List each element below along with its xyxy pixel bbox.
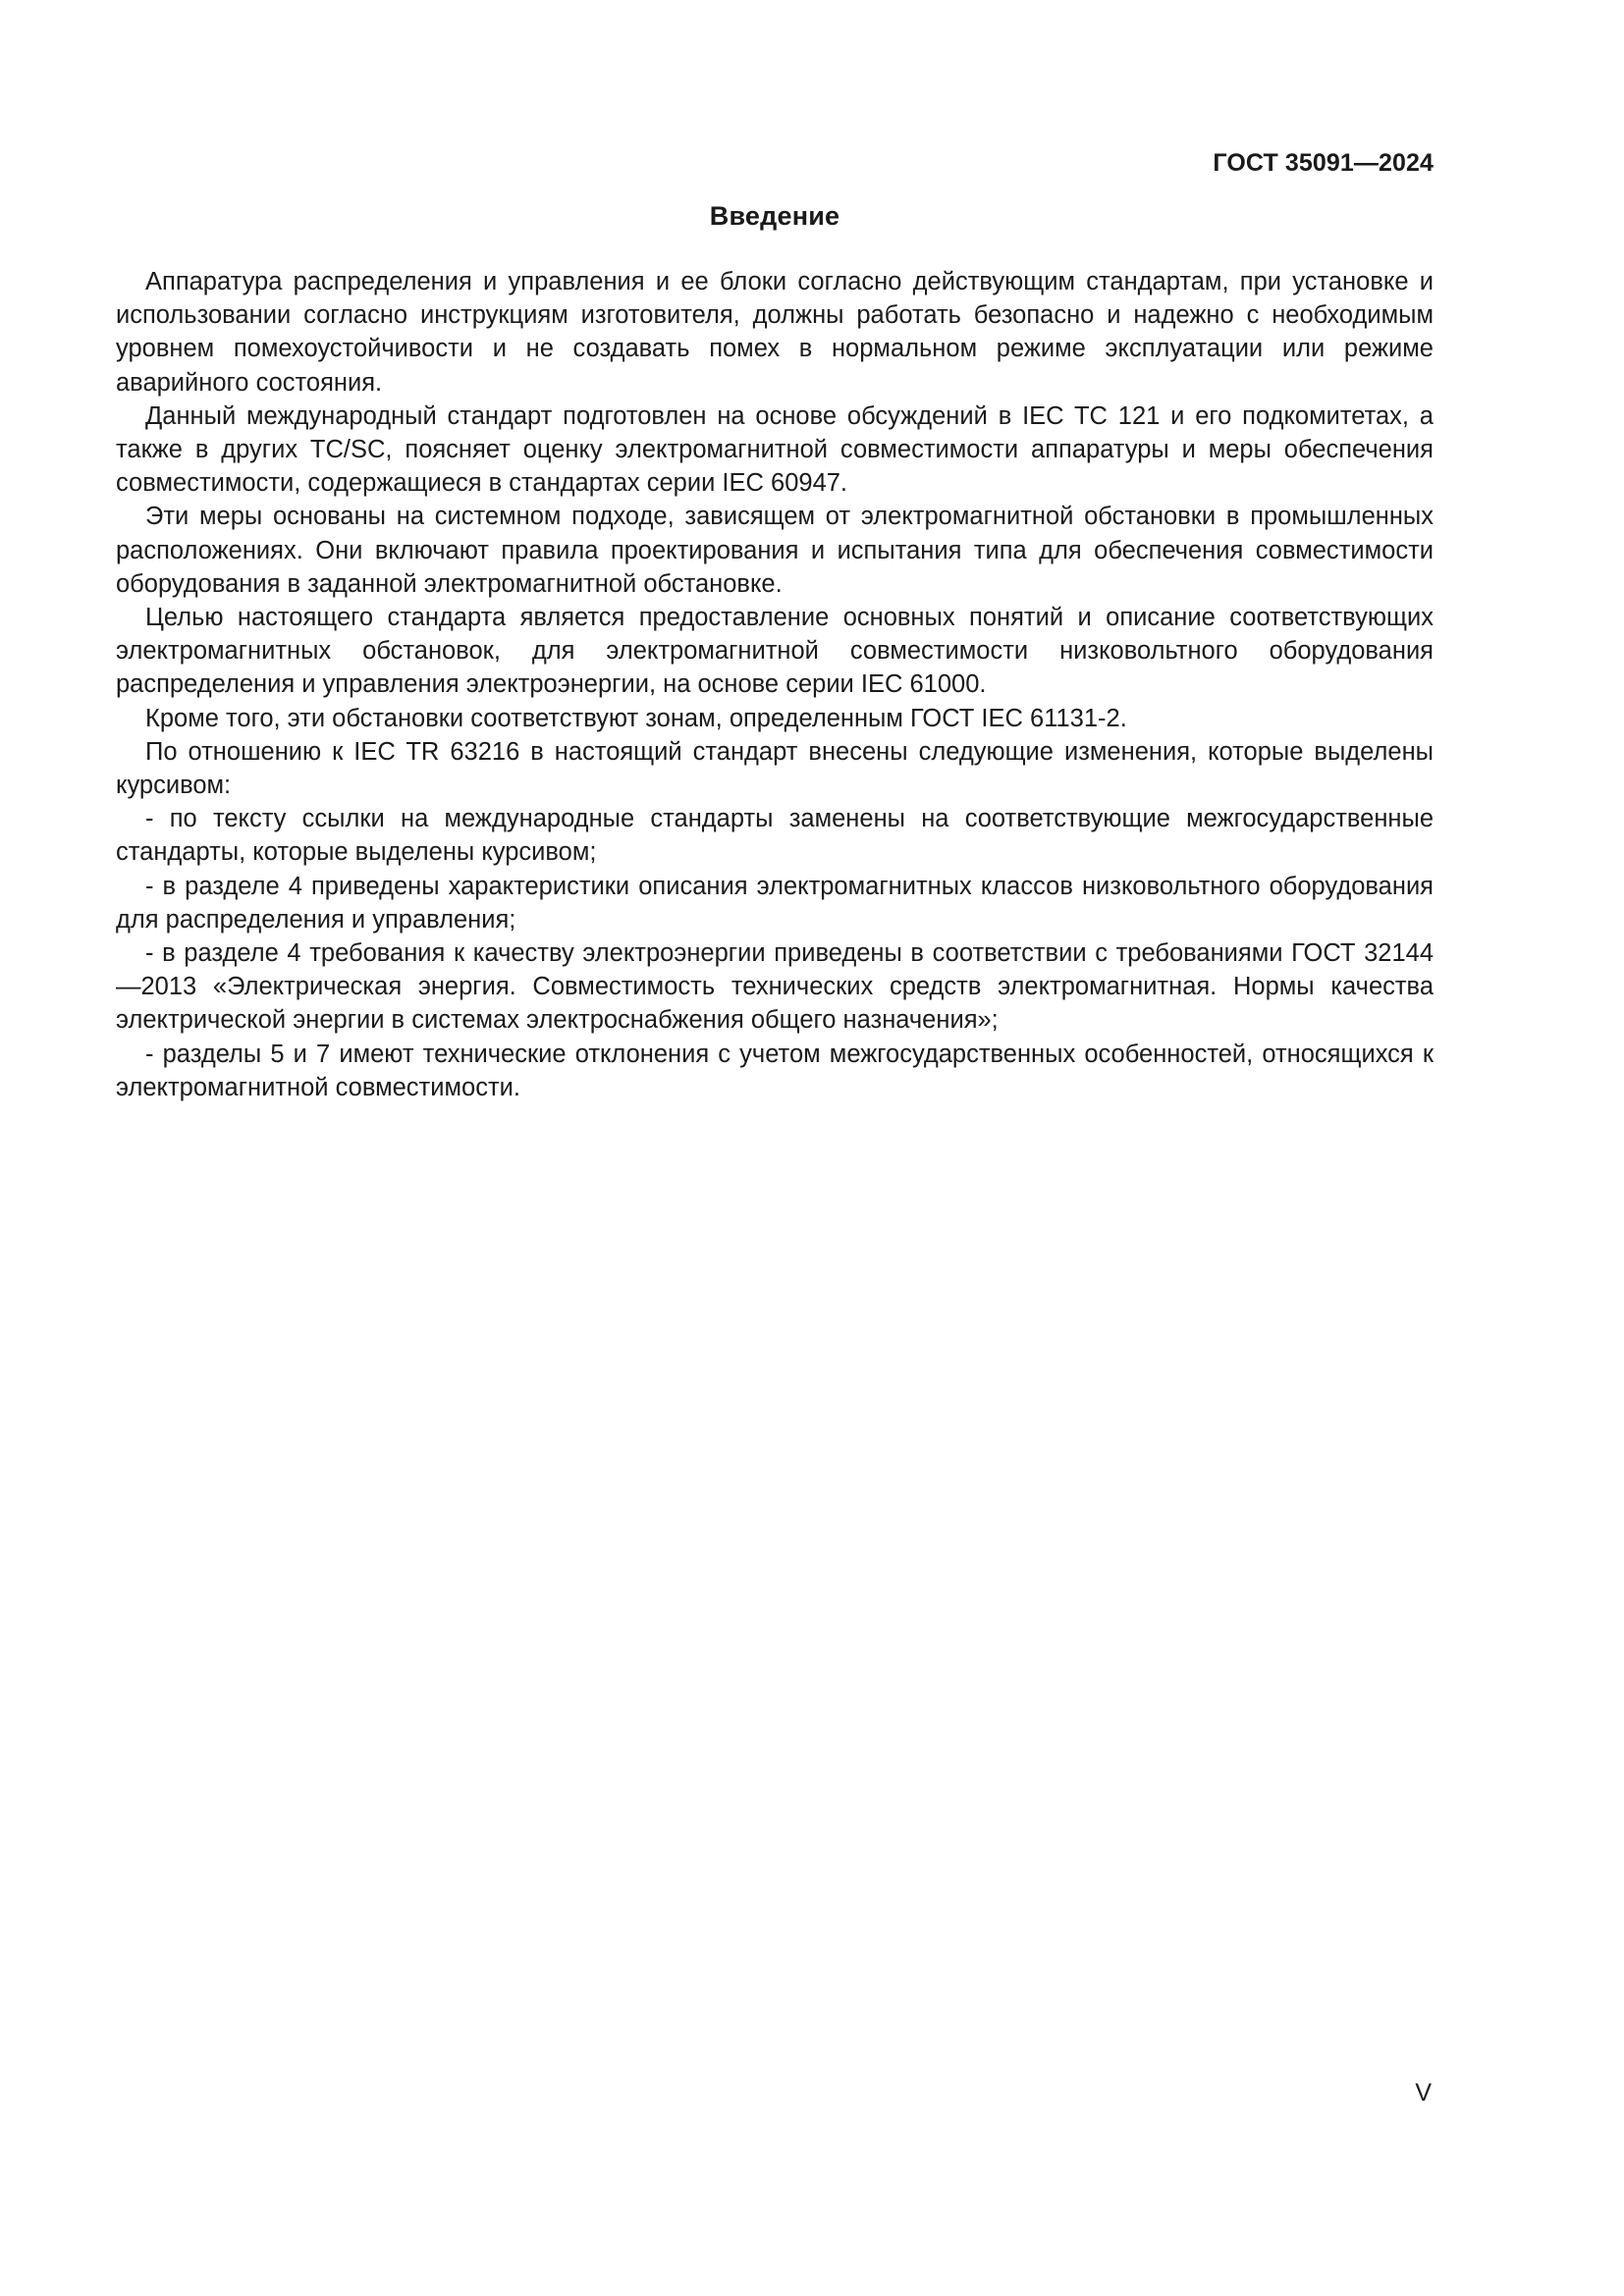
paragraph-5: Кроме того, эти обстановки соответствуют зонам, определенным ГОСТ IEC 61131-2. — [145, 704, 1127, 732]
list-item-1: - по тексту ссылки на международные стандарты заменены на соответствующие межгосударственные стандарты, которые выделены курсивом; — [116, 805, 1434, 867]
paragraph-3: Эти меры основаны на системном подходе, зависящем от электромагнитной обстановки в промышленных расположениях. Они включают правила проектирования и испытания типа для обеспечения совместимости оборудования в заданной электромагнитной обстановке. — [116, 503, 1434, 598]
paragraph-6: По отношению к IEC TR 63216 в настоящий стандарт внесены следующие изменения, которые выделены курсивом: — [116, 737, 1434, 800]
paragraph-1: Аппаратура распределения и управления и ее блоки согласно действующим стандартам, при установке и использовании согласно инструкциям изготовителя, должны работать безопасно и надежно с необходимым уровнем помехоустойчивости и не создавать помех в нормальном режиме эксплуатации или режиме аварийного состояния. — [116, 268, 1434, 397]
document-body — [116, 201, 1434, 1104]
list-item-4: - разделы 5 и 7 имеют технические отклонения с учетом межгосударственных особенностей, относящихся к электромагнитной совместимости. — [116, 1040, 1434, 1101]
running-head-standard-ref: ГОСТ 35091—2024 — [1213, 149, 1434, 177]
list-item-3: - в разделе 4 требования к качеству электроэнергии приведены в соответствии с требованиями ГОСТ 32144—2013 «Электрическая энергия. Совместимость технических средств электромагнитная. Нормы качества электрической энергии в системах электроснабжения общего назначения»; — [116, 939, 1434, 1035]
page-number: V — [1415, 2079, 1432, 2107]
list-item-2: - в разделе 4 приведены характеристики описания электромагнитных классов низковольтного оборудования для распределения и управления; — [116, 872, 1434, 934]
paragraph-2: Данный международный стандарт подготовлен на основе обсуждений в IEC TC 121 и его подкомитетах, а также в других TC/SC, поясняет оценку электромагнитной совместимости аппаратуры и меры обеспечения совместимости, содержащиеся в стандартах серии IEC 60947. — [116, 401, 1434, 498]
paragraph-4: Целью настоящего стандарта является предоставление основных понятий и описание соответствующих электромагнитных обстановок, для электромагнитной совместимости низковольтного оборудования распределения и управления электроэнергии, на основе серии IEC 61000. — [116, 604, 1434, 699]
page-title: Введение — [709, 201, 840, 231]
